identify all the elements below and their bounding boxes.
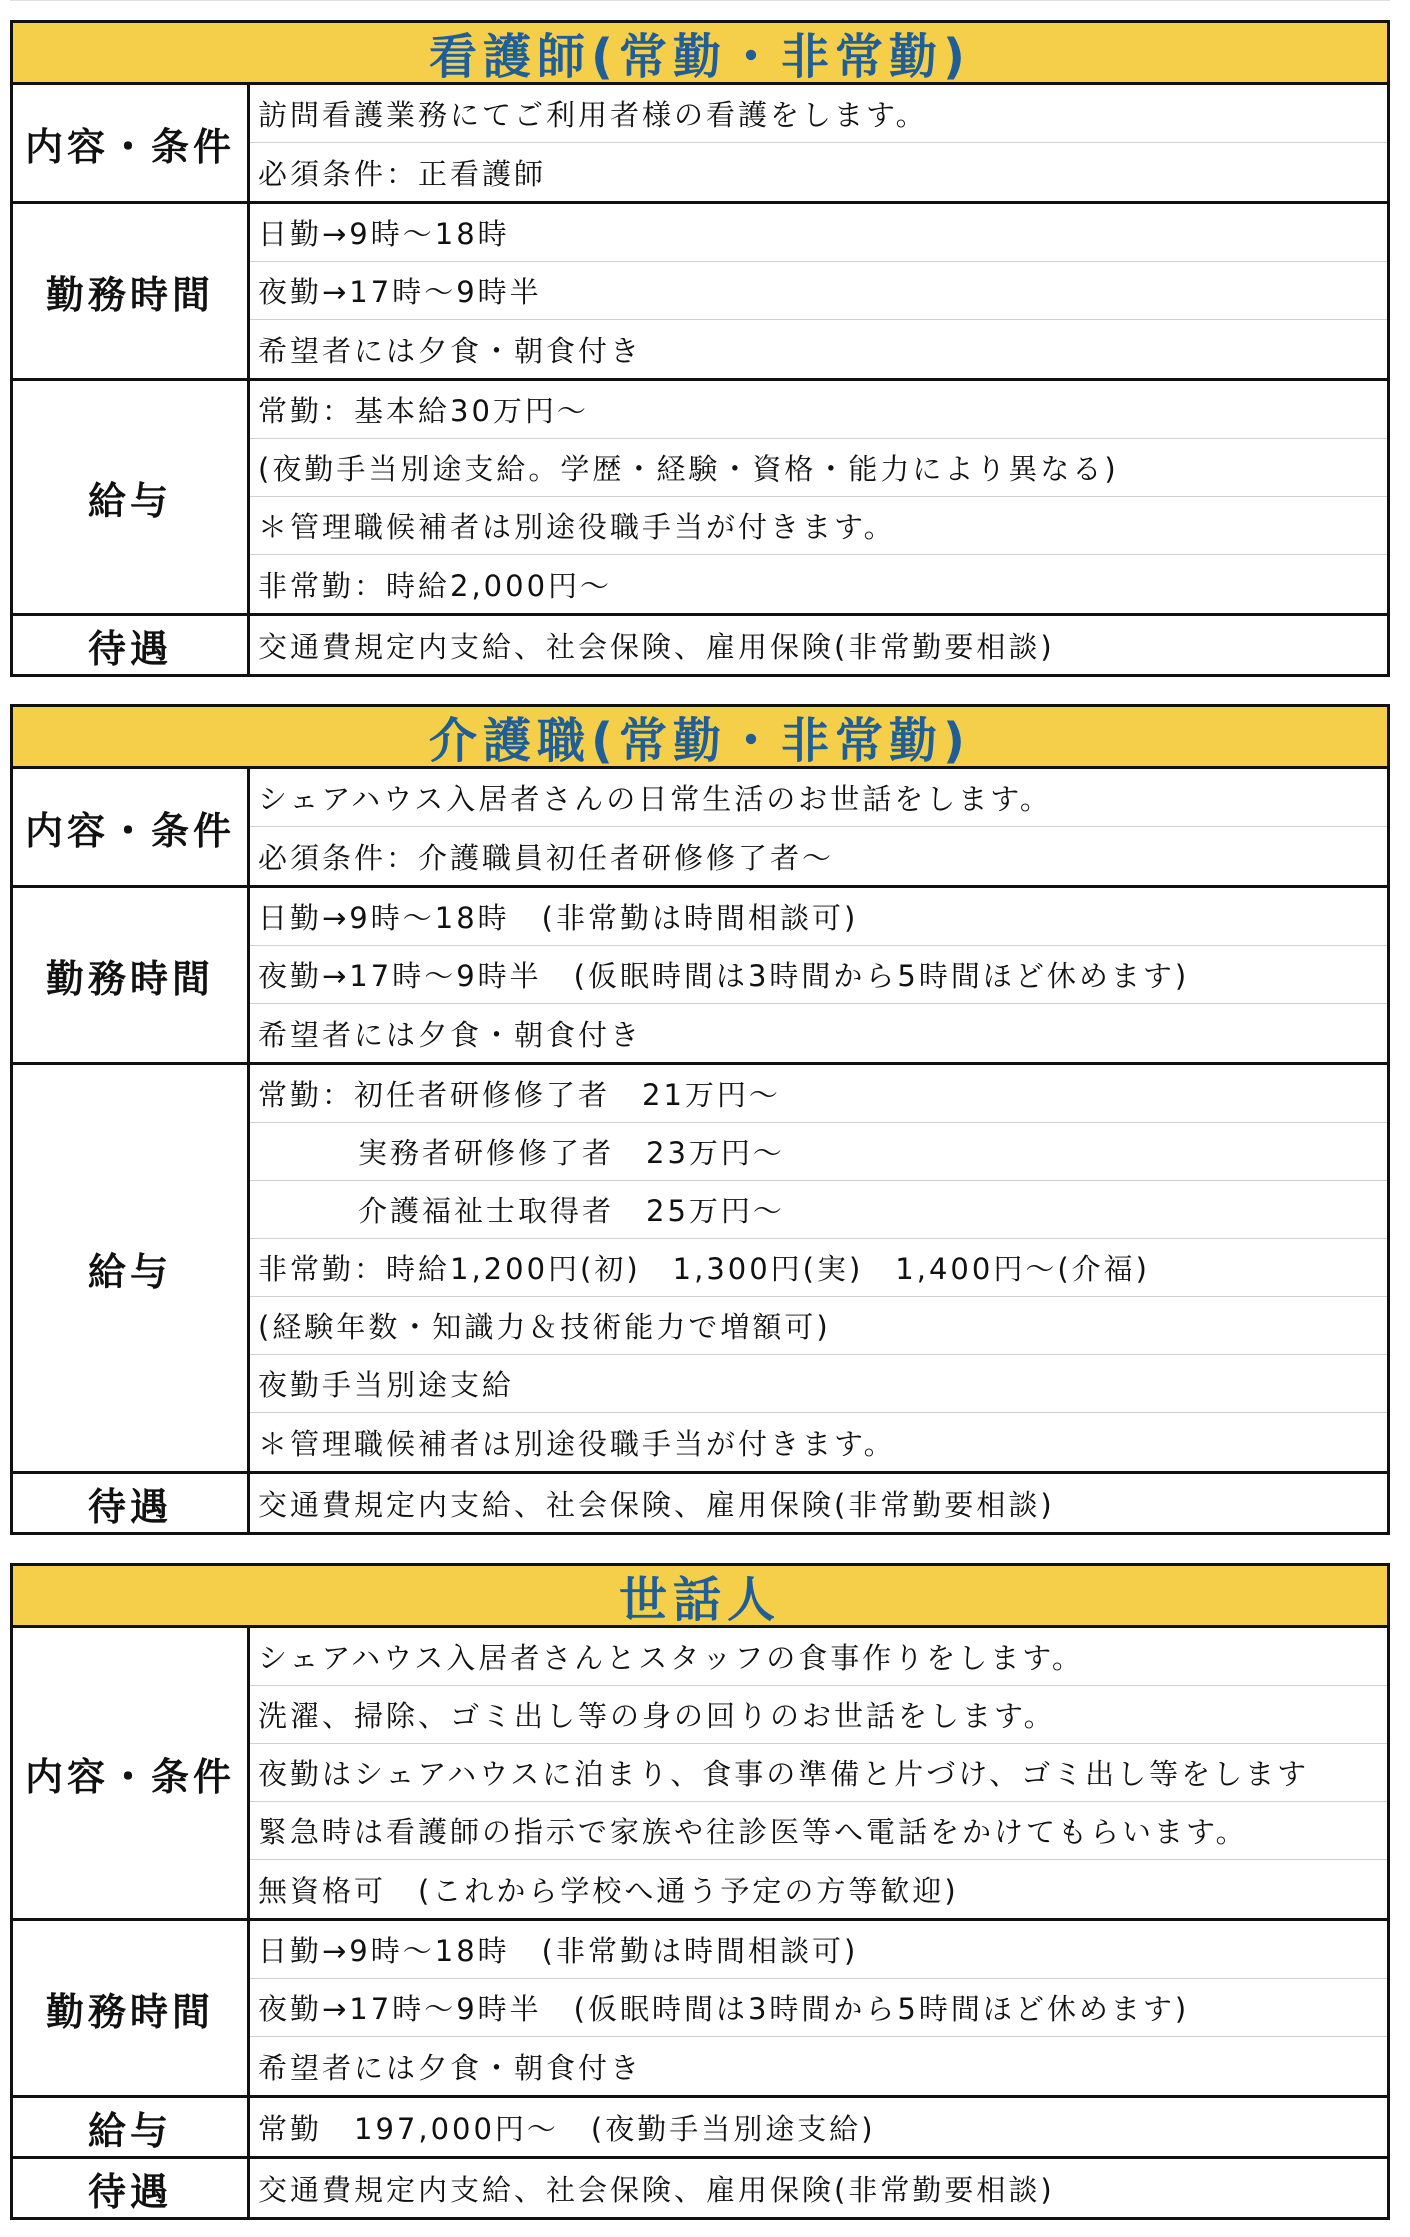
page-top-rule bbox=[10, 0, 1390, 11]
row-label: 内容・条件 bbox=[13, 1628, 250, 1918]
row-line: シェアハウス入居者さんとスタッフの食事作りをします。 bbox=[250, 1628, 1387, 1686]
row-line: シェアハウス入居者さんの日常生活のお世話をします。 bbox=[250, 769, 1387, 827]
row-line: 希望者には夕食・朝食付き bbox=[258, 2050, 643, 2085]
row-label: 勤務時間 bbox=[13, 1921, 250, 2095]
row-line: 常勤：初任者研修修了者 21万円～ bbox=[250, 1065, 1387, 1123]
care-worker-section bbox=[10, 704, 1390, 1535]
row-line: 常勤 197,000円～ (夜勤手当別途支給) bbox=[258, 2111, 876, 2146]
section-title: 世話人 bbox=[13, 1566, 1387, 1628]
row-label: 給与 bbox=[13, 381, 250, 613]
row-line: (経験年数・知識力＆技術能力で増額可) bbox=[250, 1297, 1387, 1355]
row-line: 非常勤：時給2,000円～ bbox=[258, 568, 613, 603]
row-line: 日勤→9時～18時 (非常勤は時間相談可) bbox=[250, 1921, 1387, 1979]
row-line: 夜勤手当別途支給 bbox=[250, 1355, 1387, 1413]
row-line: 夜勤→17時～9時半 bbox=[250, 262, 1387, 320]
nurse-section bbox=[10, 20, 1390, 677]
benefits-row bbox=[13, 1474, 1387, 1532]
salary-row bbox=[13, 2098, 1387, 2159]
row-label: 待遇 bbox=[13, 2159, 250, 2217]
content-conditions-row bbox=[13, 85, 1387, 204]
row-line: 必須条件：正看護師 bbox=[258, 156, 547, 191]
row-line: 日勤→9時～18時 (非常勤は時間相談可) bbox=[250, 888, 1387, 946]
row-line: 夜勤はシェアハウスに泊まり、食事の準備と片づけ、ゴミ出し等をします bbox=[250, 1744, 1387, 1802]
working-hours-row bbox=[13, 1921, 1387, 2098]
caretaker-section bbox=[10, 1563, 1390, 2220]
row-line: 緊急時は看護師の指示で家族や往診医等へ電話をかけてもらいます。 bbox=[250, 1802, 1387, 1860]
row-line: 交通費規定内支給、社会保険、雇用保険(非常勤要相談) bbox=[258, 629, 1055, 664]
row-line: 交通費規定内支給、社会保険、雇用保険(非常勤要相談) bbox=[258, 2172, 1055, 2207]
content-conditions-row bbox=[13, 1628, 1387, 1921]
row-line: 日勤→9時～18時 bbox=[250, 204, 1387, 262]
row-line: 訪問看護業務にてご利用者様の看護をします。 bbox=[250, 85, 1387, 143]
row-line: 夜勤→17時～9時半 (仮眠時間は3時間から5時間ほど休めます) bbox=[250, 946, 1387, 1004]
row-line: 必須条件：介護職員初任者研修修了者～ bbox=[258, 840, 835, 875]
row-line: 実務者研修修了者 23万円～ bbox=[250, 1123, 1387, 1181]
row-line: 交通費規定内支給、社会保険、雇用保険(非常勤要相談) bbox=[258, 1487, 1055, 1522]
row-line: 介護福祉士取得者 25万円～ bbox=[250, 1181, 1387, 1239]
working-hours-row bbox=[13, 888, 1387, 1065]
row-line: (夜勤手当別途支給。学歴・経験・資格・能力により異なる) bbox=[250, 439, 1387, 497]
section-title: 介護職(常勤・非常勤) bbox=[13, 707, 1387, 769]
row-label: 勤務時間 bbox=[13, 204, 250, 378]
row-line: 希望者には夕食・朝食付き bbox=[258, 333, 643, 368]
working-hours-row bbox=[13, 204, 1387, 381]
row-label: 給与 bbox=[13, 1065, 250, 1471]
row-label: 内容・条件 bbox=[13, 769, 250, 885]
row-line: 夜勤→17時～9時半 (仮眠時間は3時間から5時間ほど休めます) bbox=[250, 1979, 1387, 2037]
row-line: ＊管理職候補者は別途役職手当が付きます。 bbox=[250, 497, 1387, 555]
benefits-row bbox=[13, 2159, 1387, 2217]
row-label: 給与 bbox=[13, 2098, 250, 2156]
row-label: 待遇 bbox=[13, 1474, 250, 1532]
salary-row bbox=[13, 381, 1387, 616]
row-label: 内容・条件 bbox=[13, 85, 250, 201]
row-line: 非常勤：時給1,200円(初) 1,300円(実) 1,400円～(介福) bbox=[250, 1239, 1387, 1297]
row-line: 常勤：基本給30万円～ bbox=[250, 381, 1387, 439]
row-line: ＊管理職候補者は別途役職手当が付きます。 bbox=[258, 1426, 896, 1461]
content-conditions-row bbox=[13, 769, 1387, 888]
section-title: 看護師(常勤・非常勤) bbox=[13, 23, 1387, 85]
row-line: 希望者には夕食・朝食付き bbox=[258, 1017, 643, 1052]
benefits-row bbox=[13, 616, 1387, 674]
row-label: 勤務時間 bbox=[13, 888, 250, 1062]
row-line: 無資格可 (これから学校へ通う予定の方等歓迎) bbox=[258, 1873, 959, 1908]
row-label: 待遇 bbox=[13, 616, 250, 674]
salary-row bbox=[13, 1065, 1387, 1474]
row-line: 洗濯、掃除、ゴミ出し等の身の回りのお世話をします。 bbox=[250, 1686, 1387, 1744]
